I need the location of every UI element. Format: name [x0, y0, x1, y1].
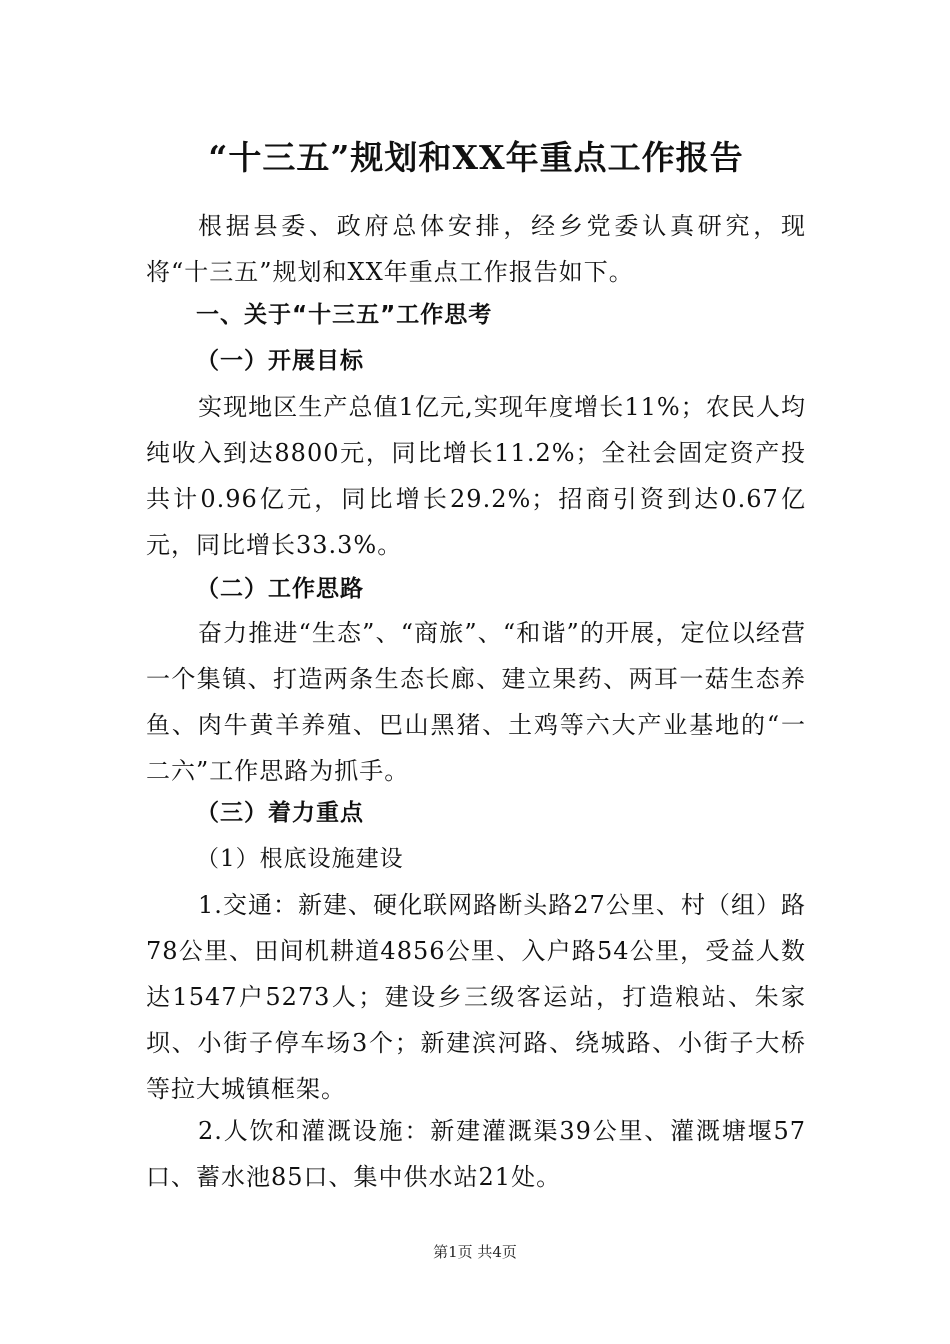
subsection-heading-focus: （三）着力重点: [196, 800, 364, 826]
subsection-heading-goals: （一）开展目标: [196, 348, 364, 374]
goals-paragraph: 实现地区生产总值1亿元,实现年度增长11%；农民人均纯收入到达8800元，同比增长11.2%；全社会固定资产投共计0.96亿元，同比增长29.2%；招商引资到达0.67亿元，同比增长33.3%。: [146, 393, 806, 559]
subsection-heading-approach: （二）工作思路: [196, 576, 364, 602]
document-title: “十三五”规划和XX年重点工作报告: [208, 138, 744, 177]
item-heading-infrastructure: （1）根底设施建设: [196, 846, 404, 872]
approach-paragraph: 奋力推进“生态”、“商旅”、“和谐”的开展，定位以经营一个集镇、打造两条生态长廊、建立果药、两耳一菇生态养鱼、肉牛黄羊养殖、巴山黑猪、土鸡等六大产业基地的“一二六”工作思路为抓手。: [146, 619, 806, 785]
section-heading-1: 一、关于“十三五”工作思考: [196, 302, 493, 328]
transport-paragraph: 1.交通：新建、硬化联网路断头路27公里、村（组）路78公里、田间机耕道4856公里、入户路54公里，受益人数达1547户5273人；建设乡三级客运站，打造粮站、朱家坝、小街子停车场3个；新建滨河路、绕城路、小街子大桥等拉大城镇框架。: [146, 891, 806, 1103]
page-footer: 第1页 共4页: [433, 1243, 517, 1261]
intro-paragraph: 根据县委、政府总体安排，经乡党委认真研究，现将“十三五”规划和XX年重点工作报告如下。: [146, 212, 806, 286]
irrigation-paragraph: 2.人饮和灌溉设施：新建灌溉渠39公里、灌溉塘堰57口、蓄水池85口、集中供水站21处。: [146, 1117, 806, 1191]
